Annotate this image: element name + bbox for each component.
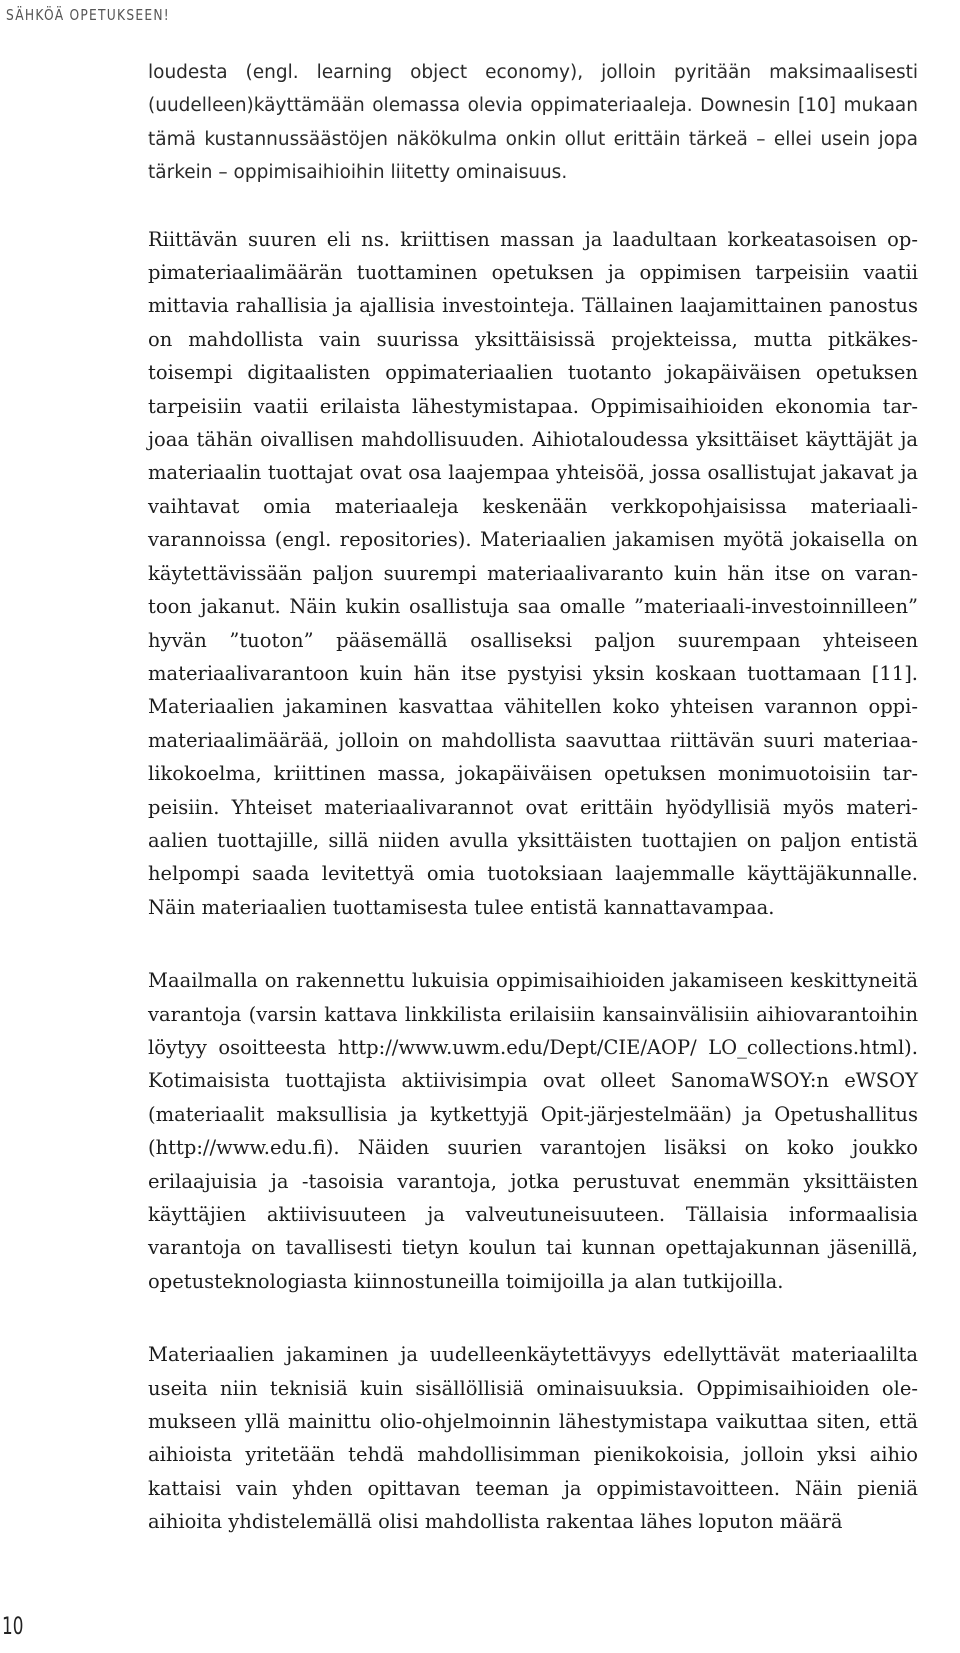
running-header: SÄHKÖÄ OPETUKSEEN! (6, 6, 170, 24)
paragraph-critical-mass: Riittävän suuren eli ns. kriittisen massan ja laadultaan korkeatasoisen oppimateriaalimäärän tuottaminen opetuksen ja oppimisen tarpeisiin vaatii mittavia rahallisia ja ajallisia investointeja. Tällainen laajamittainen panostus on mahdollista vain suurissa yksittäisissä projekteissa, mutta pitkäkestoisempi digitaalisten oppimateriaalien tuotanto jokapäiväisen opetuksen tarpeisiin vaatii erilaista lähestymistapaa. Oppimisaihioiden ekonomia tarjoaa tähän oivallisen mahdollisuuden. Aihiotaloudessa yksittäiset käyttäjät ja materiaalin tuottajat ovat osa laajempaa yhteisöä, jossa osallistujat jakavat ja vaihtavat omia materiaaleja keskenään verkkopohjaisissa materiaalivarannoissa (engl. repositories). Materiaalien jakamisen myötä jokaisella on käytettävissään paljon suurempi materiaalivaranto kuin hän itse on varantoon jakanut. Näin kukin osallistuja saa omalle ”materiaali-investoinnilleen” hyvän ”tuoton” pääsemällä osalliseksi paljon suurempaan yhteiseen materiaalivarantoon kuin hän itse pystyisi yksin koskaan tuottamaan [11]. Materiaalien jakaminen kasvattaa vähitellen koko yhteisen varannon oppimateriaalimäärää, jolloin on mahdollista saavuttaa riittävän suuri materiaalikokoelma, kriittinen massa, jokapäiväisen opetuksen monimuotoisiin tarpeisiin. Yhteiset materiaalivarannot ovat erittäin hyödyllisiä myös materiaalien tuottajille, sillä niiden avulla yksittäisten tuottajien on paljon entistä helpompi saada levitettyä omia tuotoksiaan laajemmalle käyttäjäkunnalle. Näin materiaalien tuottamisesta tulee entistä kannattavampaa. (148, 227, 918, 919)
paragraph-reusability: Materiaalien jakaminen ja uudelleenkäytettävyys edellyttävät materiaalilta useita niin teknisiä kuin sisällöllisiä ominaisuuksia. Oppimisaihioiden olemukseen yllä mainittu olio-ohjelmoinnin lähestymistapa vaikuttaa siten, että aihioista yritetään tehdä mahdollisimman pienikokoisia, jolloin yksi aihio kattaisi vain yhden opittavan teeman ja oppimistavoitteen. Näin pieniä aihioita yhdistelemällä olisi mahdollista rakentaa lähes loputon määrä (148, 1343, 918, 1534)
paragraph-repositories: Maailmalla on rakennettu lukuisia oppimisaihioiden jakamiseen keskittyneitä varantoja (varsin kattava linkkilista erilaisiin kansainvälisiin aihiovarantoihin löytyy osoitteesta http://www.uwm.edu/Dept/CIE/AOP/ LO_collections.html). Kotimaisista tuottajista aktiivisimpia ovat olleet SanomaWSOY:n eWSOY (materiaalit maksullisia ja kytkettyjä Opit-järjestelmään) ja Opetushallitus (http://www.edu.fi). Näiden suurien varantojen lisäksi on koko joukko erilaajuisia ja -tasoisia varantoja, jotka perustuvat enemmän yksittäisten käyttäjien aktiivisuuteen ja valveutuneisuuteen. Tällaisia informaalisia varantoja on tavallisesti tietyn koulun tai kunnan opettajakunnan jäsenillä, opetusteknologiasta kiinnostuneilla toimijoilla ja alan tutkijoilla. (148, 969, 918, 1293)
paragraph-intro: loudesta (engl. learning object economy), jolloin pyritään maksimaalisesti (uudelleen)käyttämään olemassa olevia oppimateriaaleja. Downesin [10] mukaan tämä kustannussäästöjen näkökulma onkin ollut erittäin tärkeä – ellei usein jopa tärkein – oppimisaihioihin liitetty ominaisuus. (148, 62, 918, 184)
page-number: 10 (2, 1612, 24, 1640)
body-text (148, 56, 918, 1539)
